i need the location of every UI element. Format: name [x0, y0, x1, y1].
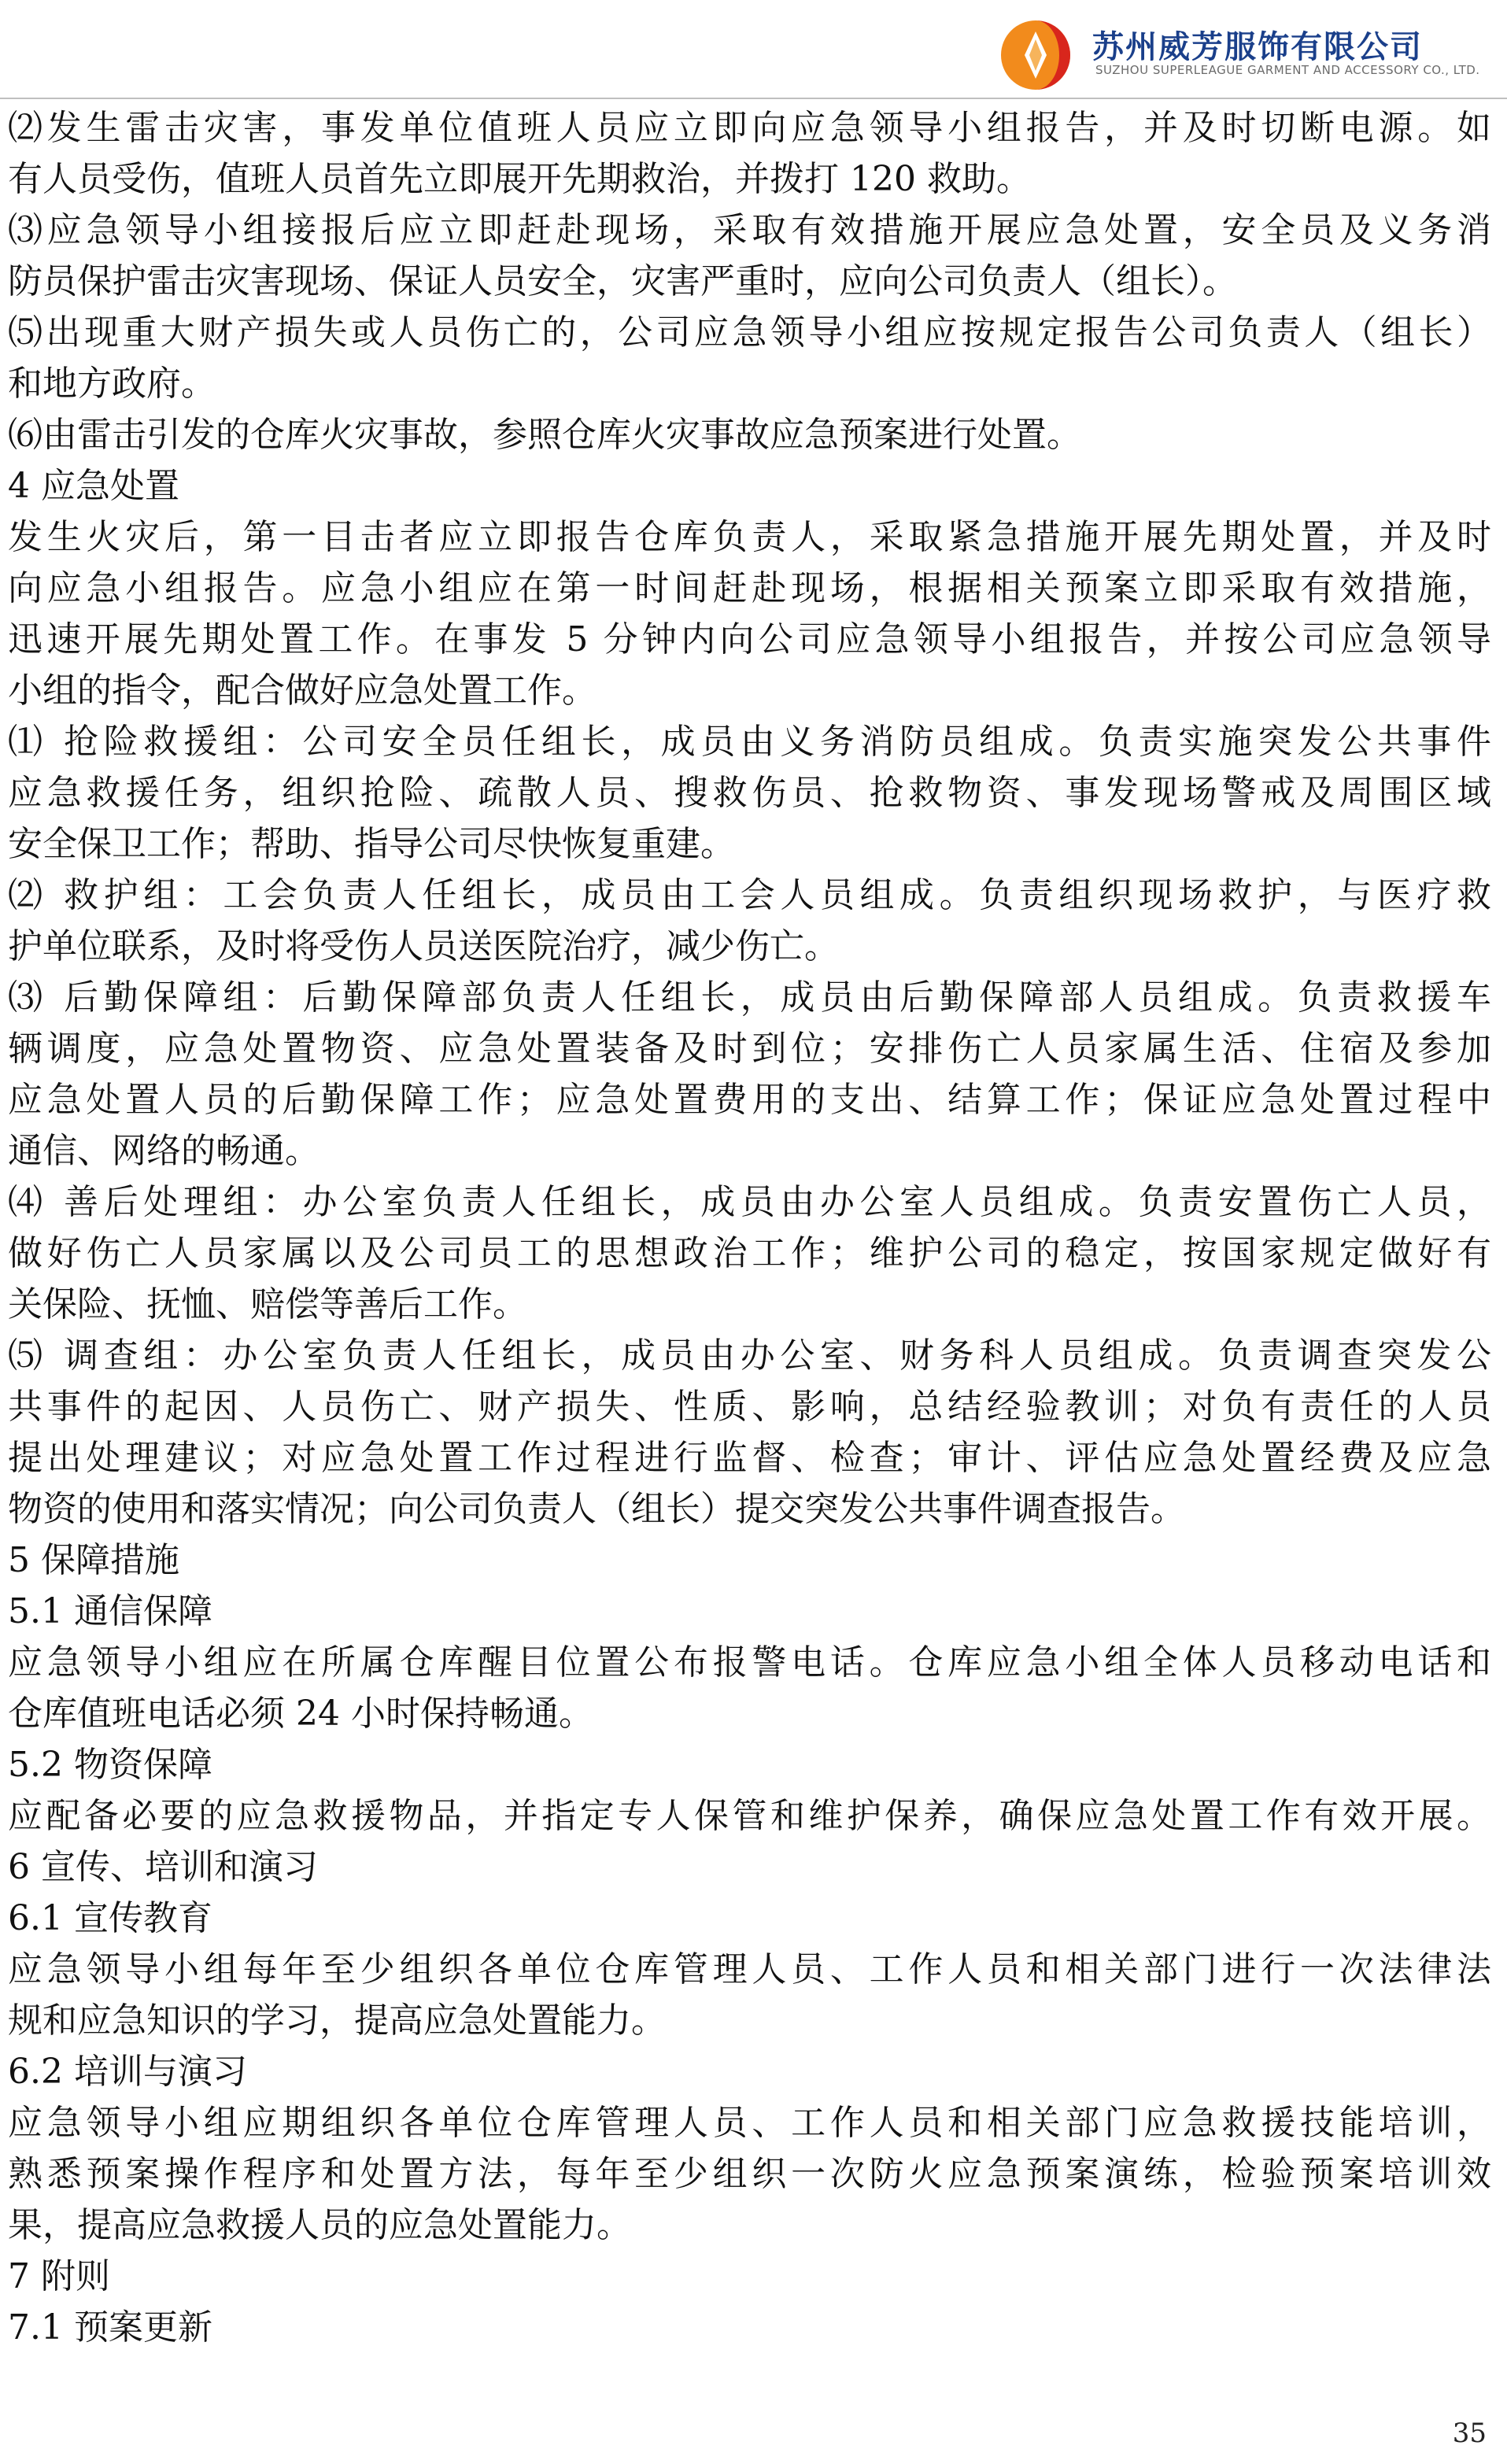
section-heading: 6 宣传、培训和演习	[8, 1847, 318, 1887]
text-line: 共事件的起因、人员伤亡、财产损失、性质、影响，总结经验教训；对负有责任的人员	[8, 1387, 1491, 1427]
text-line: 安全保卫工作；帮助、指导公司尽快恢复重建。	[8, 824, 735, 864]
text-line: ⑷ 善后处理组：办公室负责人任组长，成员由办公室人员组成。负责安置伤亡人员，	[8, 1182, 1491, 1222]
text-line: 护单位联系，及时将受伤人员送医院治疗，减少伤亡。	[8, 926, 839, 966]
page-header	[0, 0, 1507, 94]
text-line: ⑹由雷击引发的仓库火灾事故，参照仓库火灾事故应急预案进行处置。	[8, 415, 1081, 455]
text-line: 向应急小组报告。应急小组应在第一时间赶赴现场，根据相关预案立即采取有效措施，	[8, 568, 1491, 608]
text-line: 做好伤亡人员家属以及公司员工的思想政治工作；维护公司的稳定，按国家规定做好有	[8, 1233, 1491, 1273]
text-line: 果，提高应急救援人员的应急处置能力。	[8, 2205, 631, 2245]
text-line: 迅速开展先期处置工作。在事发 5 分钟内向公司应急领导小组报告，并按公司应急领导	[8, 619, 1491, 659]
subsection-heading: 6.1 宣传教育	[8, 1898, 212, 1938]
text-line: 关保险、抚恤、赔偿等善后工作。	[8, 1284, 527, 1324]
text-line: ⑵ 救护组：工会负责人任组长，成员由工会人员组成。负责组织现场救护，与医疗救	[8, 875, 1491, 915]
text-line: 有人员受伤，值班人员首先立即展开先期救治，并拨打 120 救助。	[8, 159, 1031, 199]
subsection-heading: 7.1 预案更新	[8, 2307, 212, 2348]
text-line: 熟悉预案操作程序和处置方法，每年至少组织一次防火应急预案演练，检验预案培训效	[8, 2154, 1491, 2194]
text-line: 和地方政府。	[8, 364, 216, 404]
text-line: 应急领导小组每年至少组织各单位仓库管理人员、工作人员和相关部门进行一次法律法	[8, 1949, 1491, 1989]
company-logo-icon	[998, 17, 1073, 93]
text-line: 提出处理建议；对应急处置工作过程进行监督、检查；审计、评估应急处置经费及应急	[8, 1438, 1491, 1478]
page-number: 35	[1452, 2418, 1487, 2449]
text-line: ⑶应急领导小组接报后应立即赶赴现场，采取有效措施开展应急处置，安全员及义务消	[8, 210, 1491, 250]
subsection-heading: 6.2 培训与演习	[8, 2052, 247, 2092]
header-divider	[0, 98, 1507, 99]
text-line: ⑵发生雷击灾害，事发单位值班人员应立即向应急领导小组报告，并及时切断电源。如	[8, 108, 1491, 148]
text-line: 应急领导小组应在所属仓库醒目位置公布报警电话。仓库应急小组全体人员移动电话和	[8, 1642, 1491, 1683]
text-line: ⑴ 抢险救援组：公司安全员任组长，成员由义务消防员组成。负责实施突发公共事件	[8, 722, 1491, 762]
text-line: 应急领导小组应期组织各单位仓库管理人员、工作人员和相关部门应急救援技能培训，	[8, 2103, 1491, 2143]
text-line: 物资的使用和落实情况；向公司负责人（组长）提交突发公共事件调查报告。	[8, 1489, 1185, 1529]
subsection-heading: 5.1 通信保障	[8, 1591, 212, 1631]
text-line: 辆调度，应急处置物资、应急处置装备及时到位；安排伤亡人员家属生活、住宿及参加	[8, 1029, 1491, 1069]
text-line: ⑸ 调查组：办公室负责人任组长，成员由办公室、财务科人员组成。负责调查突发公	[8, 1335, 1491, 1376]
text-line: 防员保护雷击灾害现场、保证人员安全，灾害严重时，应向公司负责人（组长）。	[8, 261, 1237, 301]
text-line: 发生火灾后，第一目击者应立即报告仓库负责人，采取紧急措施开展先期处置，并及时	[8, 517, 1491, 557]
subsection-heading: 5.2 物资保障	[8, 1745, 212, 1785]
section-heading: 4 应急处置	[8, 466, 179, 506]
text-line: 应配备必要的应急救援物品，并指定专人保管和维护保养，确保应急处置工作有效开展。	[8, 1796, 1491, 1836]
text-line: 应急处置人员的后勤保障工作；应急处置费用的支出、结算工作；保证应急处置过程中	[8, 1080, 1491, 1120]
text-line: 规和应急知识的学习，提高应急处置能力。	[8, 2000, 666, 2041]
text-line: 小组的指令，配合做好应急处置工作。	[8, 670, 597, 711]
text-line: 通信、网络的畅通。	[8, 1131, 319, 1171]
company-name-en: SUZHOU SUPERLEAGUE GARMENT AND ACCESSORY CO., LTD.	[1095, 63, 1480, 77]
section-heading: 7 附则	[8, 2256, 110, 2296]
company-name-cn: 苏州威芳服饰有限公司	[1092, 29, 1423, 65]
section-heading: 5 保障措施	[8, 1540, 179, 1580]
text-line: ⑶ 后勤保障组：后勤保障部负责人任组长，成员由后勤保障部人员组成。负责救援车	[8, 977, 1491, 1018]
text-line: 仓库值班电话必须 24 小时保持畅通。	[8, 1694, 593, 1734]
text-line: 应急救援任务，组织抢险、疏散人员、搜救伤员、抢救物资、事发现场警戒及周围区域	[8, 773, 1491, 813]
document-body	[8, 102, 1491, 2353]
text-line: ⑸出现重大财产损失或人员伤亡的，公司应急领导小组应按规定报告公司负责人（组长）	[8, 312, 1491, 353]
